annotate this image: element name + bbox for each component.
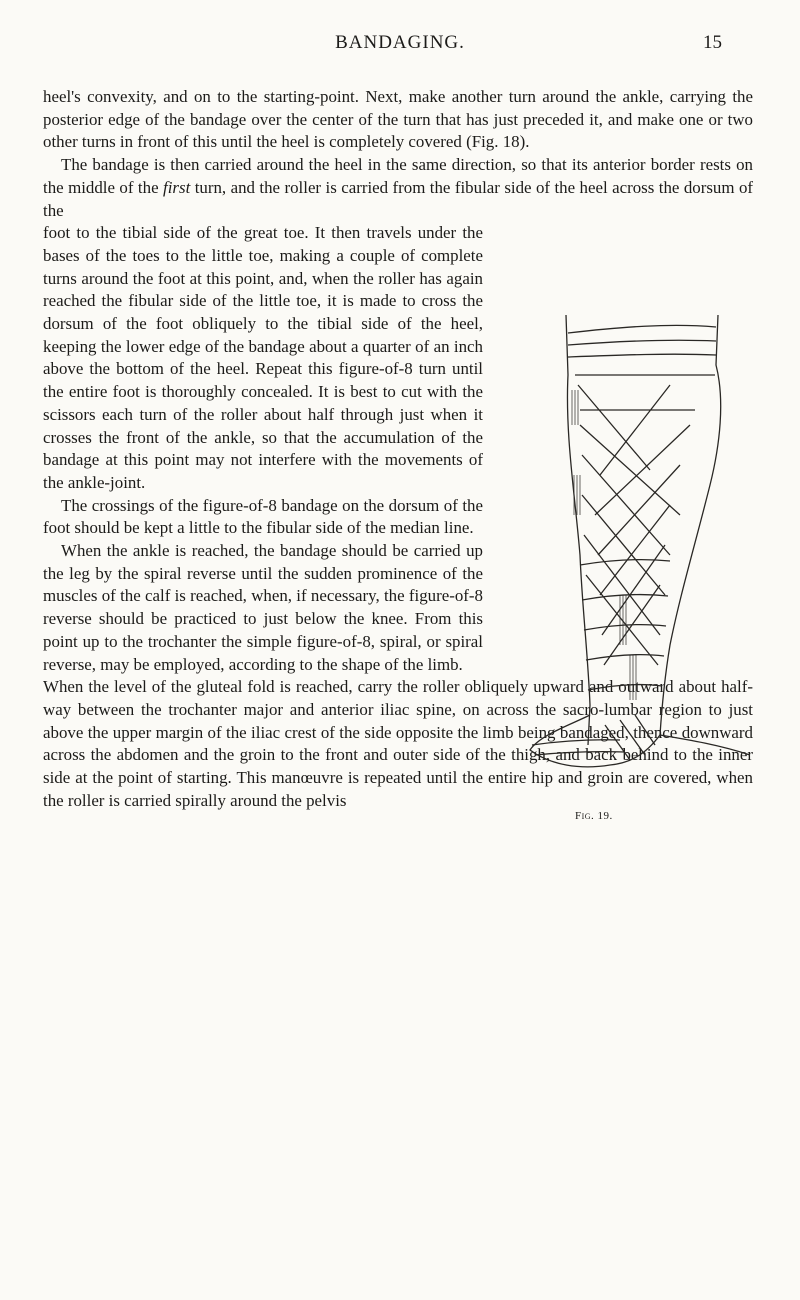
running-header <box>0 22 800 58</box>
emphasis-first: first <box>163 177 191 197</box>
paragraph-2-text: The bandage is then carried around the heel in the same direction, so that its anterior border rests on the middle of the <box>43 155 753 197</box>
figure-caption: Fig. 19. <box>575 810 613 822</box>
figure-bandaged-leg <box>520 315 755 795</box>
leg-outline-left <box>566 315 590 745</box>
paragraph-2-lead <box>43 154 753 222</box>
paragraph-1: heel's convexity, and on to the starting-point. Next, make another turn around the ankle, carrying the posterior edge of the bandage over the center of the turn that has just preceded it, and make one or two other turns in front of this until the heel is completely covered (Fig. 18). <box>43 87 753 152</box>
bandaged-leg-illustration <box>520 315 755 795</box>
paragraph-2-text-tail: turn, and the roller is carried from the fibular side of the heel across the dorsum of the <box>43 177 754 220</box>
paragraph-4-continued: When the level of the gluteal fold is reached, carry the roller obliquely upward and outward about half-way between the trochanter major and anterior iliac spine, on across the sacro-lumbar region to just above the upper margin of the iliac crest of the side opposite the limb being bandaged, thence downward across the abdomen and the groin to the front and outer side of the thigh, and back behind to the inner side at the point of starting. This manœuvre is repeated until the entire hip and groin are covered, when the roller is carried spirally around the pelvis <box>43 677 753 810</box>
paragraph-4: When the ankle is reached, the bandage should be carried up the leg by the spiral reverse until the sudden prominence of the muscles of the calf is reached, when, if necessary, the figure-of-8 reverse should be practiced to just below the knee. From this point up to the trochanter the simple figure-of-8, spiral, or spiral reverse, may be employed, according to the shape of the limb. <box>43 541 483 674</box>
page-number: 15 <box>703 32 722 53</box>
paragraph-3: The crossings of the figure-of-8 bandage on the dorsum of the foot should be kept a little to the fibular side of the median line. <box>43 495 483 538</box>
running-title: BANDAGING. <box>335 32 465 53</box>
paragraph-2-continued: foot to the tibial side of the great toe. It then travels under the bases of the toes to the little toe, making a couple of complete turns around the foot at this point, and, when the roller has again reached the fibular side of the little toe, it is made to cross the dorsum of the foot obliquely to the tibial side of the heel, keeping the lower edge of the bandage about a quarter of an inch above the bottom of the heel. Repeat this figure-of-8 turn until the entire foot is thoroughly concealed. It is best to cut with the scissors each turn of the roller about half through just when it crosses the front of the ankle, so that the accumulation of the bandage at this point may not interfere with the movements of the ankle-joint. <box>43 223 483 492</box>
leg-outline-right <box>660 315 721 735</box>
